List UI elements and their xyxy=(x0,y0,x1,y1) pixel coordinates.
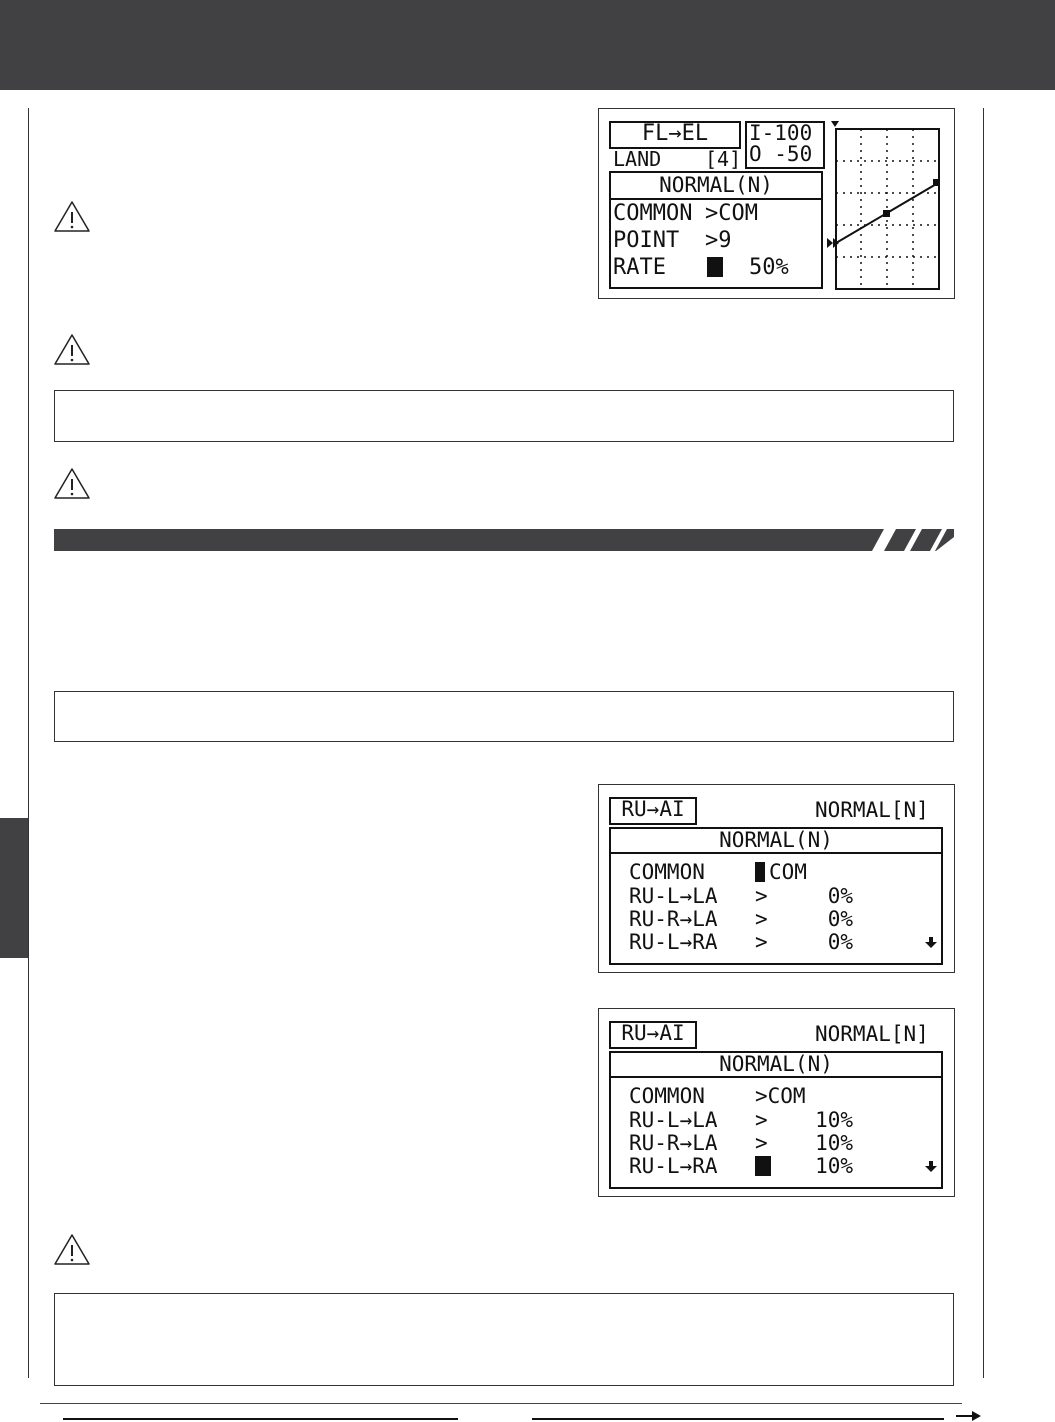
note-box xyxy=(54,390,954,442)
footer-rule-right xyxy=(532,1418,944,1420)
row-pointer: > xyxy=(755,884,768,908)
footer-rule-left xyxy=(63,1418,458,1420)
condition-number: [4] xyxy=(705,147,742,171)
lcd-screen-flap-to-elevator xyxy=(598,108,955,299)
page-header-bar xyxy=(0,0,1055,90)
curve-graph xyxy=(825,117,945,293)
row-value-common[interactable]: >COM xyxy=(755,1084,806,1108)
footer-rule-top xyxy=(40,1403,962,1404)
row-label-ru-r-la: RU-R→LA xyxy=(629,1131,718,1155)
settings-panel-divider xyxy=(611,198,821,200)
row-value-ru-r-la[interactable]: 0% xyxy=(827,907,853,931)
row-label-ru-l-la: RU-L→LA xyxy=(629,884,718,908)
function-title: RU→AI xyxy=(621,1021,685,1045)
section-heading-bar xyxy=(54,529,954,551)
row-label-ru-l-ra: RU-L→RA xyxy=(629,1154,718,1178)
condition-name: LAND xyxy=(613,147,662,171)
settings-panel-divider xyxy=(611,852,941,854)
row-value-common[interactable]: COM xyxy=(769,860,807,884)
row-value-ru-l-la[interactable]: 10% xyxy=(815,1108,853,1132)
row-pointer: > xyxy=(755,1131,768,1155)
warning-triangle-icon xyxy=(52,1232,92,1268)
row-value-ru-l-ra[interactable]: 0% xyxy=(827,930,853,954)
flight-condition: NORMAL[N] xyxy=(815,798,929,822)
right-margin-rule xyxy=(983,108,984,1378)
scroll-down-arrow-icon xyxy=(925,1161,937,1173)
left-margin-rule xyxy=(28,108,29,1378)
lcd-screen-rudder-to-aileron-adjusted xyxy=(598,1008,955,1197)
function-title: FL→EL xyxy=(641,121,709,146)
chapter-side-tab xyxy=(0,818,28,958)
row-value-rate[interactable]: 50% xyxy=(749,255,789,280)
row-value-point[interactable]: >9 xyxy=(705,228,732,253)
row-label-point: POINT xyxy=(613,228,680,253)
row-label-common: COMMON xyxy=(629,860,705,884)
row-label-common: COMMON xyxy=(629,1084,705,1108)
row-pointer: > xyxy=(755,1108,768,1132)
function-title: RU→AI xyxy=(621,797,685,821)
flight-condition: NORMAL[N] xyxy=(815,1022,929,1046)
output-value: O -50 xyxy=(749,142,813,166)
edit-cursor xyxy=(755,862,765,882)
scroll-down-arrow-icon xyxy=(925,937,937,949)
input-value: I-100 xyxy=(749,121,813,145)
row-pointer: > xyxy=(755,907,768,931)
mode-header: NORMAL(N) xyxy=(719,828,833,852)
mode-header: NORMAL(N) xyxy=(719,1052,833,1076)
warning-triangle-icon xyxy=(52,199,92,235)
next-page-arrow-icon[interactable] xyxy=(956,1410,982,1422)
lcd-screen-rudder-to-aileron-initial xyxy=(598,784,955,973)
note-box xyxy=(54,1293,954,1386)
row-label-ru-r-la: RU-R→LA xyxy=(629,907,718,931)
row-label-rate: RATE xyxy=(613,255,666,280)
edit-cursor xyxy=(707,257,723,277)
row-value-ru-r-la[interactable]: 10% xyxy=(815,1131,853,1155)
row-pointer: > xyxy=(755,930,768,954)
warning-triangle-icon xyxy=(52,332,92,368)
row-value-ru-l-la[interactable]: 0% xyxy=(827,884,853,908)
row-label-ru-l-la: RU-L→LA xyxy=(629,1108,718,1132)
row-value-common[interactable]: >COM xyxy=(705,201,758,226)
note-box xyxy=(54,691,954,742)
row-label-ru-l-ra: RU-L→RA xyxy=(629,930,718,954)
warning-triangle-icon xyxy=(52,466,92,502)
settings-panel-divider xyxy=(611,1076,941,1078)
row-value-ru-l-ra[interactable]: 10% xyxy=(815,1154,853,1178)
row-label-common: COMMON xyxy=(613,201,693,226)
edit-cursor xyxy=(755,1156,771,1176)
mode-header: NORMAL(N) xyxy=(659,173,773,197)
